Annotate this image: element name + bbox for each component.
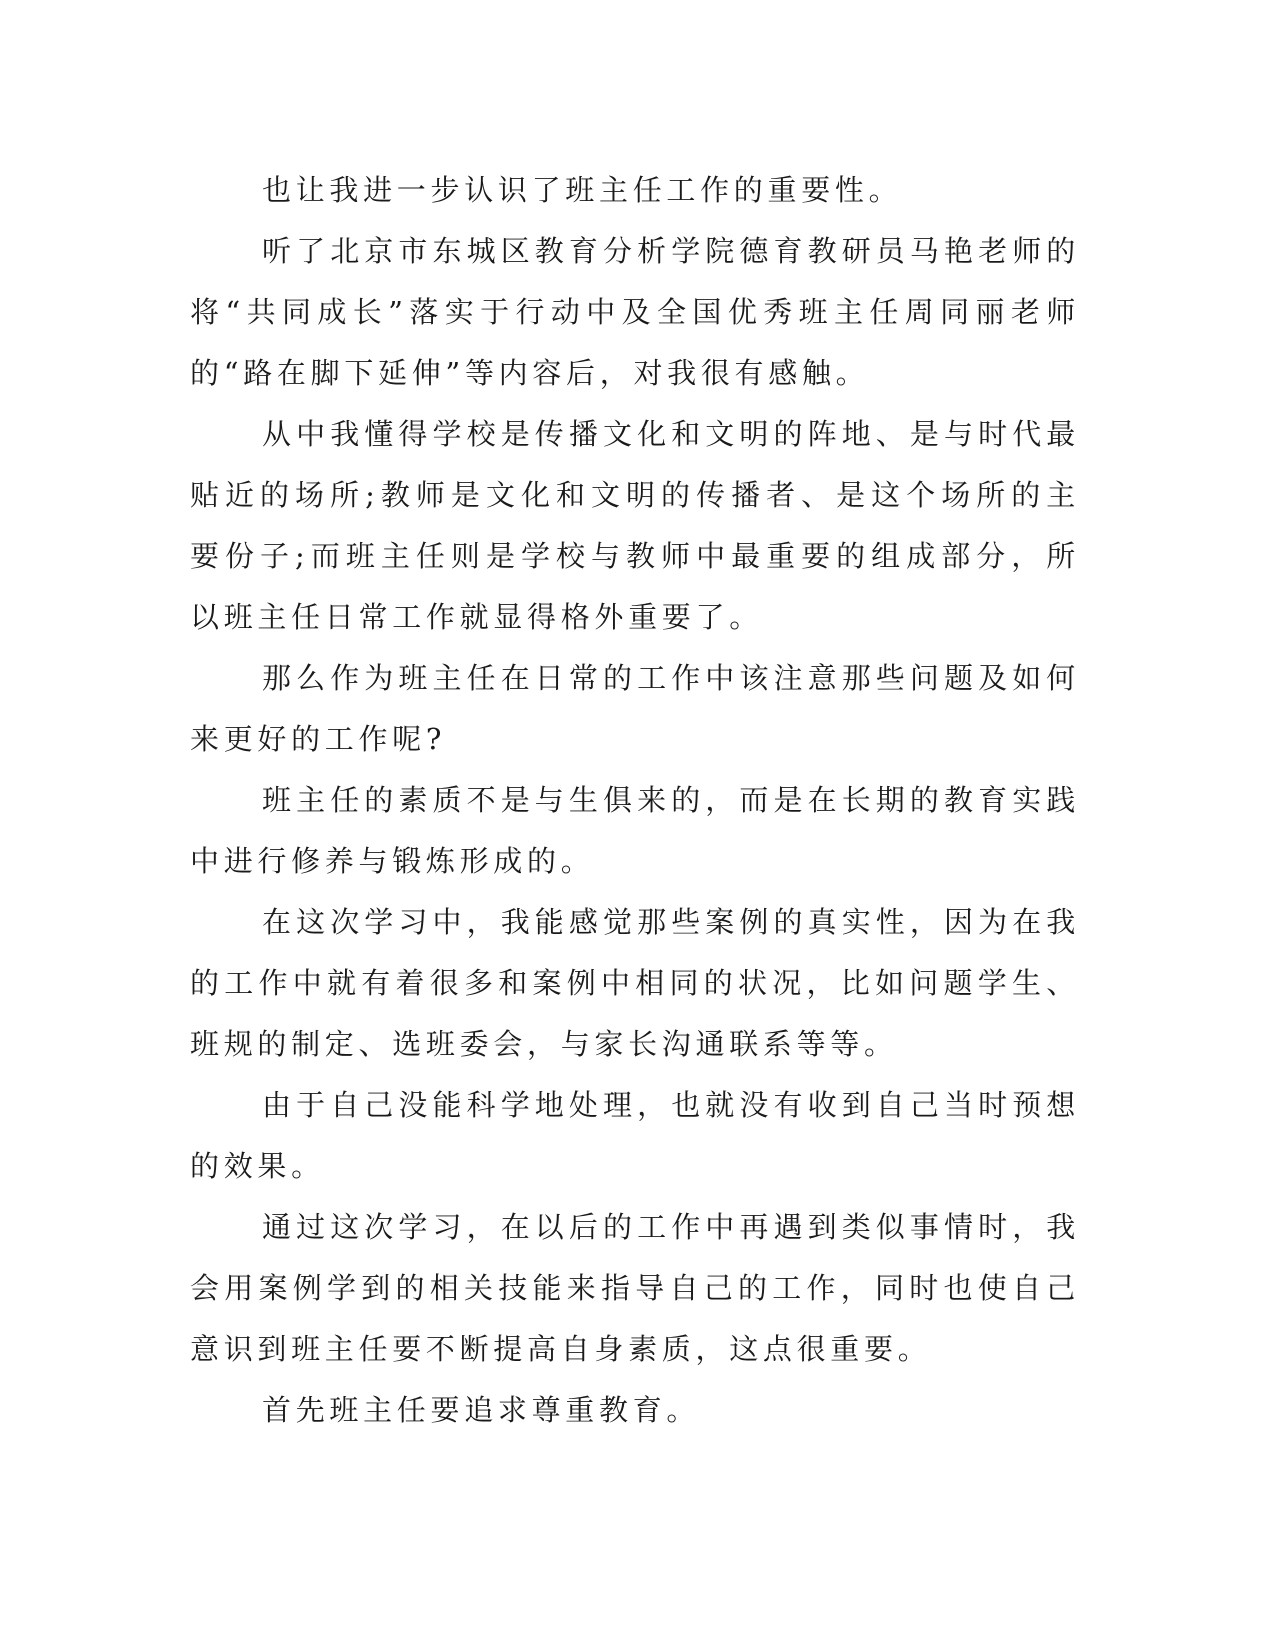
paragraph: 班主任的素质不是与生俱来的，而是在长期的教育实践中进行修养与锻炼形成的。 <box>190 783 1080 878</box>
paragraph: 也让我进一步认识了班主任工作的重要性。 <box>262 173 903 207</box>
paragraph: 首先班主任要追求尊重教育。 <box>262 1393 701 1427</box>
paragraph: 听了北京市东城区教育分析学院德育教研员马艳老师的将“共同成长”落实于行动中及全国优秀班主任周同丽老师的“路在脚下延伸”等内容后，对我很有感触。 <box>190 234 1080 390</box>
paragraph: 那么作为班主任在日常的工作中该注意那些问题及如何来更好的工作呢? <box>190 661 1080 756</box>
paragraph: 在这次学习中，我能感觉那些案例的真实性，因为在我的工作中就有着很多和案例中相同的状况，比如问题学生、班规的制定、选班委会，与家长沟通联系等等。 <box>190 905 1080 1061</box>
paragraph: 从中我懂得学校是传播文化和文明的阵地、是与时代最贴近的场所;教师是文化和文明的传播者、是这个场所的主要份子;而班主任则是学校与教师中最重要的组成部分，所以班主任日常工作就显得格外重要了。 <box>190 417 1080 634</box>
paragraph: 通过这次学习，在以后的工作中再遇到类似事情时，我会用案例学到的相关技能来指导自己的工作，同时也使自己意识到班主任要不断提高自身素质，这点很重要。 <box>190 1210 1080 1366</box>
paragraph: 由于自己没能科学地处理，也就没有收到自己当时预想的效果。 <box>190 1088 1080 1183</box>
document-body <box>190 160 1080 1441</box>
